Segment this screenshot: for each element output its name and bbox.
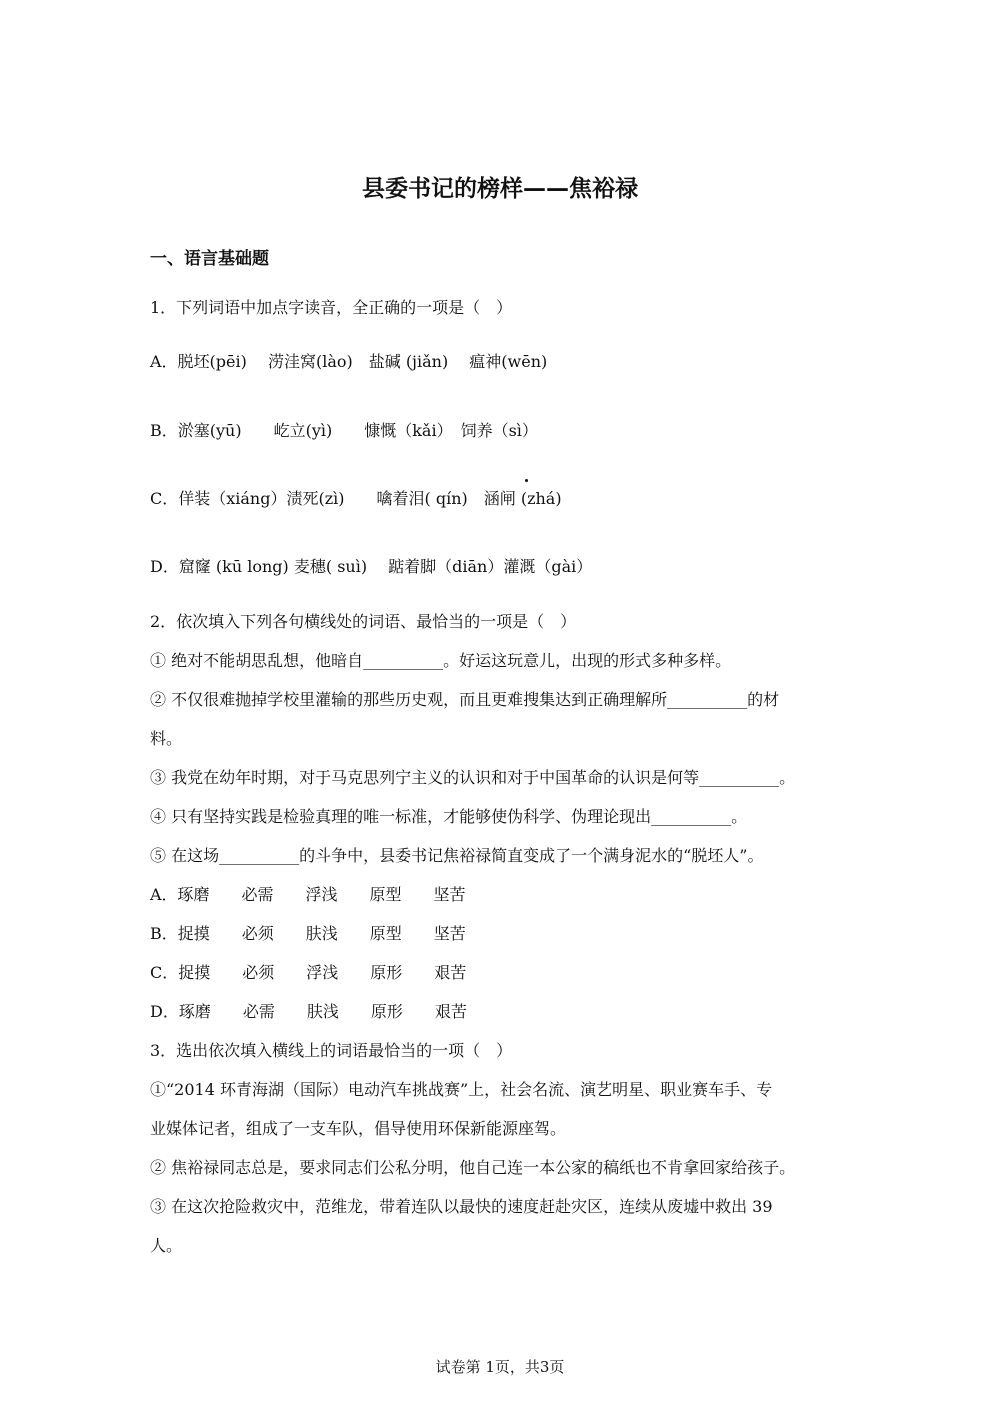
- question-1-option-d: D．窟窿 (kū long) 麦穗( suì) 踮着脚（diān）灌溉（gài）: [150, 557, 593, 576]
- question-2-sentence-5: ⑤ 在这场__________的斗争中，县委书记焦裕禄简直变成了一个满身泥水的“脱坯人”。: [150, 846, 764, 865]
- question-3-sentence-3-cont: 人。: [150, 1236, 183, 1255]
- question-2-stem: 2．依次填入下列各句横线处的词语、最恰当的一项是（ ）: [150, 612, 577, 631]
- question-2-sentence-3: ③ 我党在幼年时期，对于马克思列宁主义的认识和对于中国革命的认识是何等__________。: [150, 768, 796, 787]
- question-2-option-d: D．琢磨 必需 肤浅 原形 艰苦: [150, 1002, 467, 1021]
- question-2-sentence-1: ① 绝对不能胡思乱想，他暗自__________。好运这玩意儿，出现的形式多种多样。: [150, 651, 732, 670]
- question-2-option-c: C．捉摸 必须 浮浅 原形 艰苦: [150, 963, 467, 982]
- question-3-stem: 3．选出依次填入横线上的词语最恰当的一项（ ）: [150, 1041, 513, 1060]
- section-heading: 一、语言基础题: [150, 249, 269, 269]
- question-2-sentence-4: ④ 只有坚持实践是检验真理的唯一标准，才能够使伪科学、伪理论现出__________。: [150, 807, 748, 826]
- question-1-option-a: A．脱坯(pēi) 涝洼窝(lào) 盐碱 (jiǎn) 瘟神(wēn): [150, 352, 548, 371]
- page-footer: 试卷第 1页，共3页: [435, 1358, 565, 1376]
- question-1-option-b: B．淤塞(yū) 屹立(yì) 慷慨（kǎi） 饲养（sì）: [150, 421, 538, 440]
- question-2-option-b: B．捉摸 必须 肤浅 原型 坚苦: [150, 924, 466, 943]
- question-2-option-a: A．琢磨 必需 浮浅 原型 坚苦: [150, 885, 466, 904]
- question-3-sentence-1-cont: 业媒体记者，组成了一支车队，倡导使用环保新能源座驾。: [150, 1119, 567, 1138]
- emphasis-dot: [525, 479, 528, 482]
- page-title: 县委书记的榜样——焦裕禄: [362, 176, 638, 202]
- question-2-sentence-2-cont: 料。: [150, 729, 183, 748]
- question-3-sentence-2: ② 焦裕禄同志总是，要求同志们公私分明，他自己连一本公家的稿纸也不肯拿回家给孩子。: [150, 1158, 796, 1177]
- question-3-sentence-1: ①“2014 环青海湖（国际）电动汽车挑战赛”上，社会名流、演艺明星、职业赛车手、专: [150, 1080, 773, 1099]
- question-3-sentence-3: ③ 在这次抢险救灾中，范维龙，带着连队以最快的速度赶赴灾区，连续从废墟中救出 39: [150, 1197, 773, 1216]
- question-1-stem: 1．下列词语中加点字读音，全正确的一项是（ ）: [150, 298, 513, 317]
- question-1-option-c: C．佯装（xiáng）渍死(zì) 噙着泪( qín) 涵闸 (zhá): [150, 489, 562, 508]
- question-2-sentence-2: ② 不仅很难抛掉学校里灌输的那些历史观，而且更难搜集达到正确理解所__________的材: [150, 690, 780, 709]
